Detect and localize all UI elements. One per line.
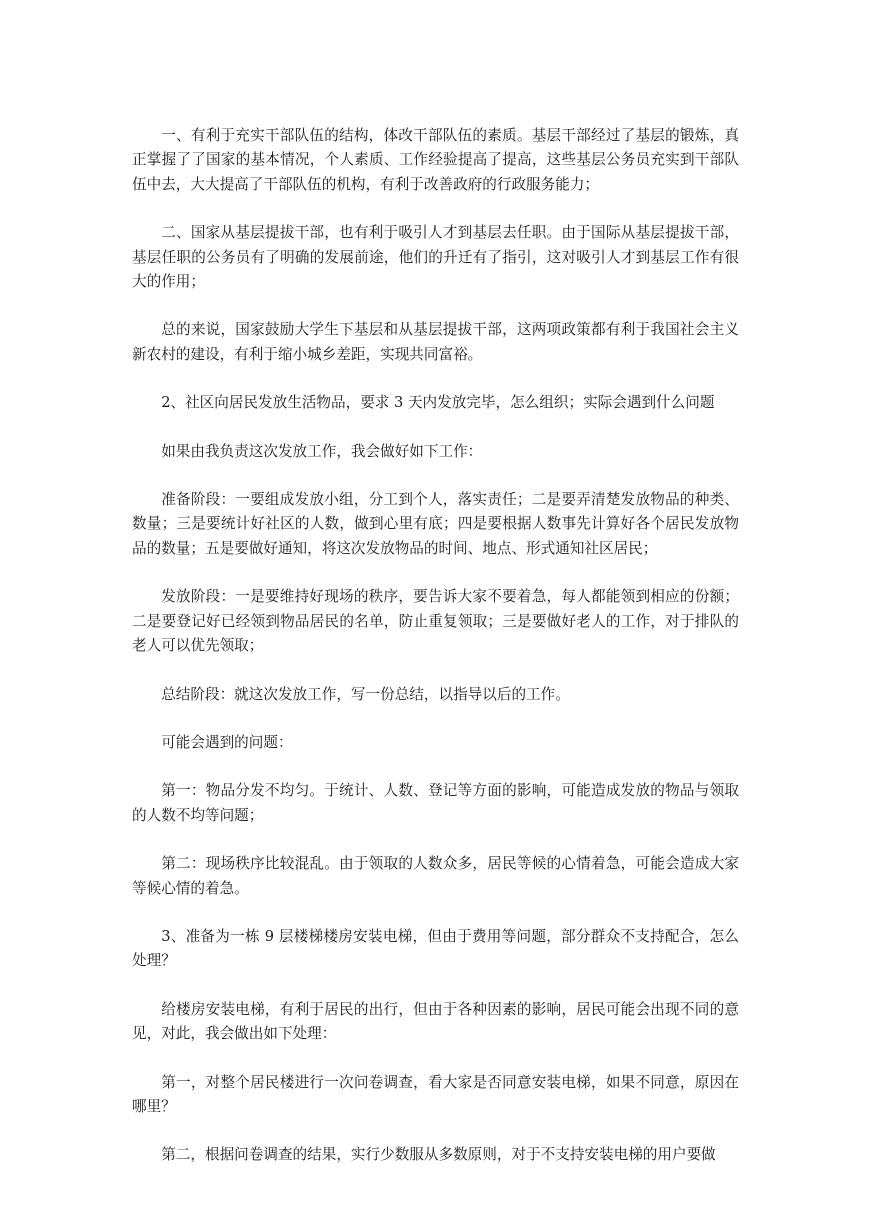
paragraph-intro-distribution: 如果由我负责这次发放工作，我会做好如下工作： <box>161 442 483 460</box>
paragraph-summary: 总的来说，国家鼓励大学生下基层和从基层提拔干部，这两项政策都有利于我国社会主义新农村的建设，有利于缩小城乡差距，实现共同富裕。 <box>132 321 739 363</box>
paragraph-elevator-step-2: 第二，根据问卷调查的结果，实行少数服从多数原则，对于不支持安装电梯的用户要做 <box>161 1146 716 1164</box>
paragraph-attract-talent: 二、国家从基层提拔干部，也有利于吸引人才到基层去任职。由于国际从基层提拔干部，基层任职的公务员有了明确的发展前途，他们的升迁有了指引，这对吸引人才到基层工作有很大的作用； <box>132 224 739 291</box>
question-2-heading: 2、社区向居民发放生活物品，要求 3 天内发放完毕，怎么组织；实际会遇到什么问题 <box>161 394 715 412</box>
paragraph-distribution-stage: 发放阶段：一是要维持好现场的秩序，要告诉大家不要着急，每人都能领到相应的份额；二是要登记好已经领到物品居民的名单，防止重复领取；三是要做好老人的工作，对于排队的老人可以优先领取； <box>132 588 739 655</box>
paragraph-summary-stage: 总结阶段：就这次发放工作，写一份总结，以指导以后的工作。 <box>161 685 570 703</box>
paragraph-problem-1: 第一：物品分发不均匀。于统计、人数、登记等方面的影响，可能造成发放的物品与领取的人数不均等问题； <box>132 782 739 824</box>
paragraph-possible-problems: 可能会遇到的问题： <box>161 733 293 751</box>
question-3-heading: 3、准备为一栋 9 层楼梯楼房安装电梯，但由于费用等问题，部分群众不支持配合，怎么处理？ <box>132 927 739 970</box>
document-body <box>132 124 739 1192</box>
paragraph-preparation-stage: 准备阶段：一要组成发放小组，分工到个人，落实责任；二是要弄清楚发放物品的种类、数量；三是要统计好社区的人数，做到心里有底；四是要根据人数事先计算好各个居民发放物品的数量；五是要做好通知，将这次发放物品的时间、地点、形式通知社区居民； <box>132 491 739 557</box>
paragraph-cadre-structure: 一、有利于充实干部队伍的结构，体改干部队伍的素质。基层干部经过了基层的锻炼，真正掌握了了国家的基本情况，个人素质、工作经验提高了提高，这些基层公务员充实到干部队伍中去，大大提高了干部队伍的机构，有利于改善政府的行政服务能力； <box>132 127 739 193</box>
paragraph-elevator-step-1: 第一，对整个居民楼进行一次问卷调查，看大家是否同意安装电梯，如果不同意，原因在哪里？ <box>132 1073 739 1115</box>
paragraph-elevator-intro: 给楼房安装电梯，有利于居民的出行，但由于各种因素的影响，居民可能会出现不同的意见，对此，我会做出如下处理： <box>132 1000 739 1043</box>
paragraph-problem-2: 第二：现场秩序比较混乱。由于领取的人数众多，居民等候的心情着急，可能会造成大家等候心情的着急。 <box>132 855 739 897</box>
